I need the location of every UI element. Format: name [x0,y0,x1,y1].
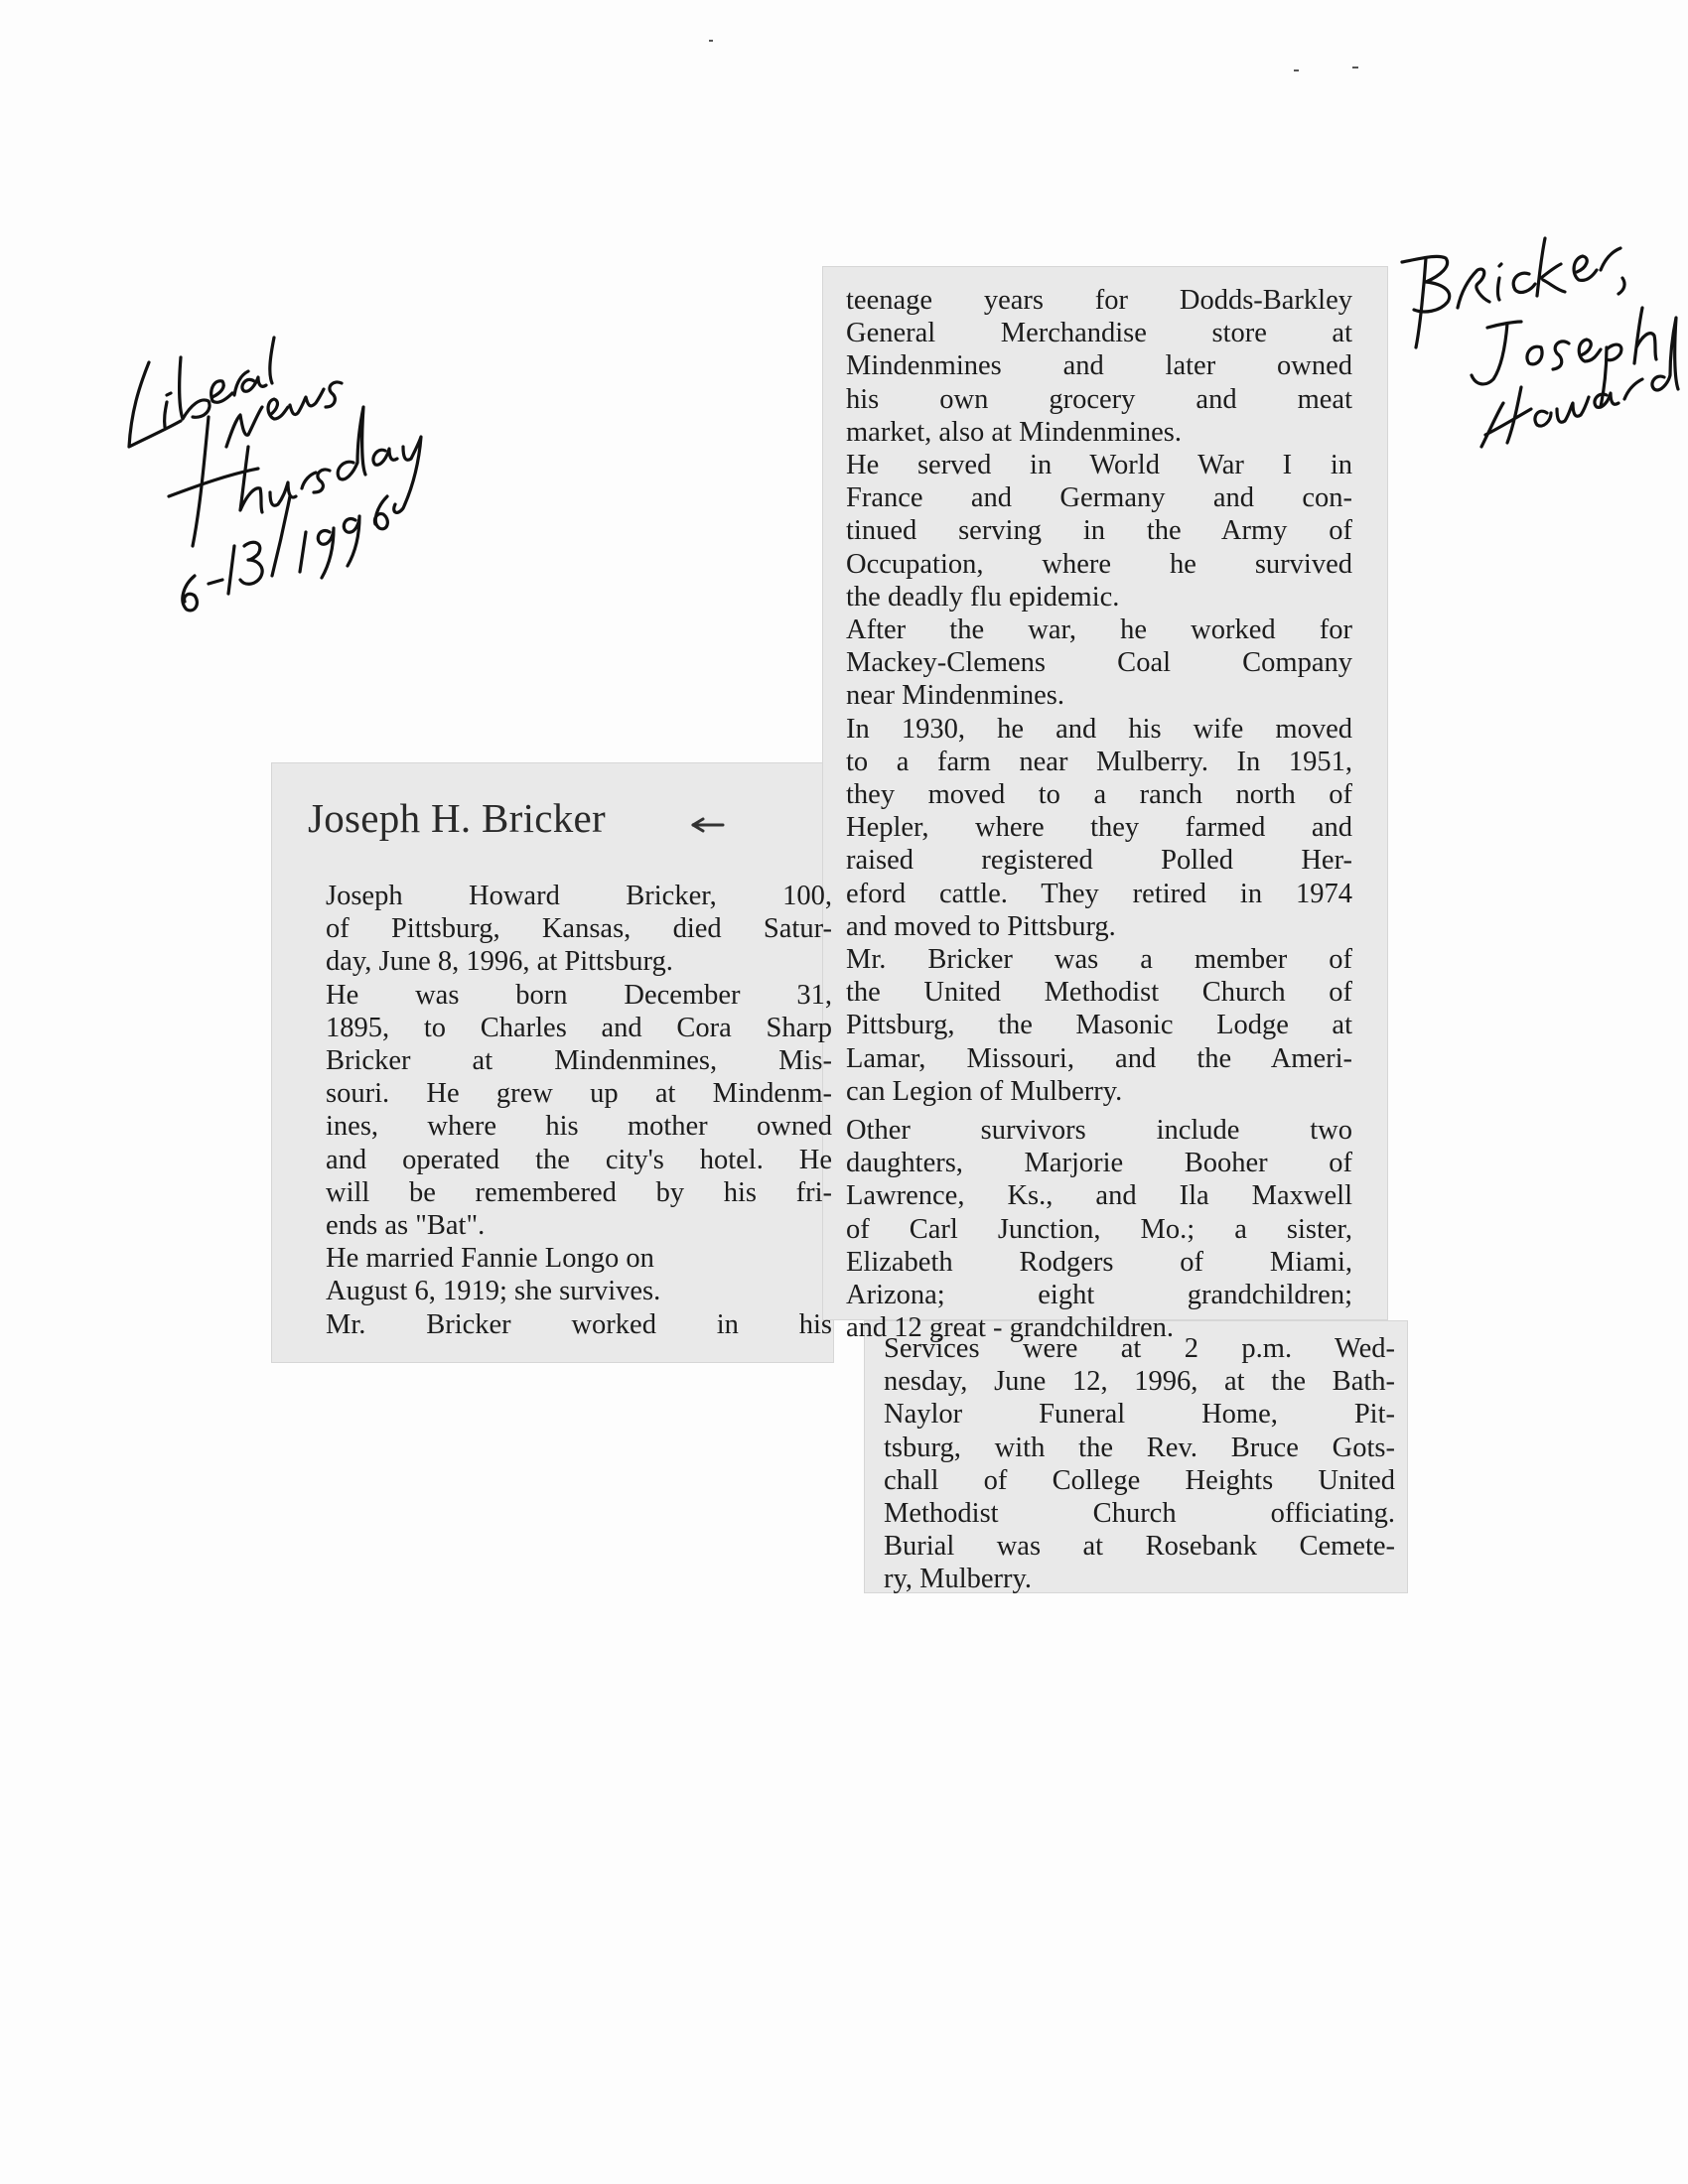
text-line: August 6, 1919; she survives. [326,1276,661,1307]
text-line: to a farm near Mulberry. In 1951, [846,746,1352,777]
text-line: and moved to Pittsburg. [846,910,1116,942]
text-line: day, June 8, 1996, at Pittsburg. [326,946,673,978]
left-arrow-icon [689,816,727,834]
scan-speck [1352,67,1358,68]
handwriting-name [1382,218,1688,546]
text-line: market, also at Mindenmines. [846,416,1182,448]
text-line: ines, where his mother owned [326,1111,832,1143]
handwritten-source-note [109,298,467,625]
text-line: Elizabeth Rodgers of Miami, [846,1246,1352,1278]
text-line: Naylor Funeral Home, Pit- [884,1399,1395,1431]
obituary-headline: Joseph H. Bricker [308,795,607,841]
text-line: He was born December 31, [326,979,832,1011]
text-line: General Merchandise store at [846,318,1352,349]
text-line: Arizona; eight grandchildren; [846,1280,1352,1311]
text-line: teenage years for Dodds-Barkley [846,285,1352,316]
text-line: tsburg, with the Rev. Bruce Gots- [884,1432,1395,1463]
text-line: can Legion of Mulberry. [846,1075,1123,1107]
text-line: the deadly flu epidemic. [846,581,1120,613]
text-line: and 12 great - grandchildren. [846,1312,1174,1344]
text-line: eford cattle. They retired in 1974 [846,878,1352,909]
scan-speck [1294,69,1299,71]
text-line: Mackey-Clemens Coal Company [846,647,1352,679]
text-line: Pittsburg, the Masonic Lodge at [846,1010,1352,1041]
text-line: of Pittsburg, Kansas, died Satur- [326,913,832,945]
text-line: his own grocery and meat [846,383,1352,415]
text-line: the United Methodist Church of [846,977,1352,1009]
text-line: ry, Mulberry. [884,1564,1033,1595]
obituary-bottom-column [884,1332,1395,1596]
text-line: France and Germany and con- [846,482,1352,514]
text-line: raised registered Polled Her- [846,845,1352,877]
text-line: Methodist Church officiating. [884,1498,1395,1530]
obituary-left-column [326,880,832,1341]
text-line: daughters, Marjorie Booher of [846,1148,1352,1179]
text-line: of Carl Junction, Mo.; a sister, [846,1213,1352,1245]
text-line: chall of College Heights United [884,1464,1395,1496]
text-line: Mr. Bricker was a member of [846,944,1352,976]
text-line: Mr. Bricker worked in his [326,1308,832,1340]
text-line: Services were at 2 p.m. Wed- [884,1333,1395,1364]
text-line: Burial was at Rosebank Cemete- [884,1531,1395,1563]
text-line: 1895, to Charles and Cora Sharp [326,1012,832,1043]
text-line: Bricker at Mindenmines, Mis- [326,1045,832,1077]
text-line: nesday, June 12, 1996, at the Bath- [884,1366,1395,1398]
text-line: Occupation, where he survived [846,548,1352,580]
text-line: He served in World War I in [846,450,1352,481]
text-line: Hepler, where they farmed and [846,812,1352,844]
text-line: Lawrence, Ks., and Ila Maxwell [846,1180,1352,1212]
text-line: After the war, he worked for [846,614,1352,646]
text-line: near Mindenmines. [846,680,1065,712]
text-line: He married Fannie Longo on [326,1243,654,1275]
text-line: Other survivors include two [846,1115,1352,1147]
text-line: they moved to a ranch north of [846,779,1352,811]
text-line: will be remembered by his fri- [326,1176,832,1208]
text-line: Mindenmines and later owned [846,350,1352,382]
handwriting-source [109,298,467,625]
text-line: tinued serving in the Army of [846,515,1352,547]
handwritten-name-note [1382,218,1688,546]
scan-speck [709,40,713,42]
text-line: Lamar, Missouri, and the Ameri- [846,1042,1352,1074]
text-line: Joseph Howard Bricker, 100, [326,881,832,911]
text-line: and operated the city's hotel. He [326,1144,832,1175]
text-line: In 1930, he and his wife moved [846,713,1352,745]
text-line: ends as "Bat". [326,1210,486,1242]
text-line: souri. He grew up at Mindenm- [326,1078,832,1110]
obituary-right-column [846,284,1352,1345]
